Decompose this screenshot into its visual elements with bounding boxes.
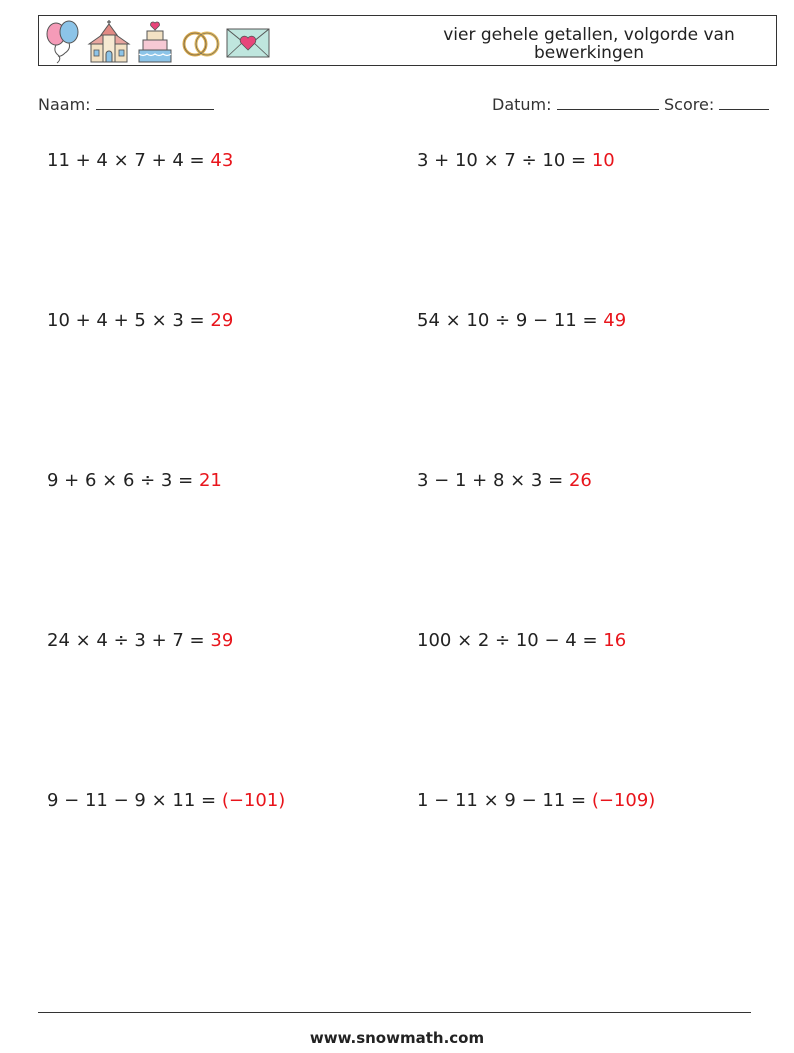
problem-expression: 1 − 11 × 9 − 11 = <box>417 790 587 811</box>
problem-1 <box>47 150 233 171</box>
problem-5 <box>47 470 222 491</box>
problem-answer: 29 <box>210 310 234 331</box>
problem-expression: 11 + 4 × 7 + 4 = <box>47 150 205 171</box>
problem-expression: 9 + 6 × 6 ÷ 3 = <box>47 470 194 491</box>
problem-expression: 3 − 1 + 8 × 3 = <box>417 470 564 491</box>
problem-4 <box>417 310 626 331</box>
problem-answer: 43 <box>210 150 234 171</box>
problem-answer: (−101) <box>221 790 286 811</box>
worksheet-title: vier gehele getallen, volgorde van bewerkingen <box>443 25 735 63</box>
wedding-cake-icon <box>135 20 175 64</box>
problem-expression: 24 × 4 ÷ 3 + 7 = <box>47 630 205 651</box>
date-line[interactable] <box>557 93 659 110</box>
date-label: Datum: <box>492 95 552 114</box>
score-field <box>664 93 769 114</box>
problem-answer: 10 <box>591 150 615 171</box>
name-line[interactable] <box>96 93 214 110</box>
problem-9 <box>47 790 285 811</box>
problem-answer: 21 <box>198 470 222 491</box>
problem-2 <box>417 150 615 171</box>
problem-answer: 16 <box>603 630 627 651</box>
worksheet-header <box>38 15 777 66</box>
problem-answer: 39 <box>210 630 234 651</box>
problem-10 <box>417 790 655 811</box>
problem-8 <box>417 630 626 651</box>
problem-3 <box>47 310 233 331</box>
footer-divider <box>38 1012 751 1013</box>
love-letter-icon <box>225 20 271 64</box>
problem-answer: (−109) <box>591 790 656 811</box>
problem-expression: 3 + 10 × 7 ÷ 10 = <box>417 150 587 171</box>
problem-expression: 10 + 4 + 5 × 3 = <box>47 310 205 331</box>
score-label: Score: <box>664 95 715 114</box>
church-icon <box>87 20 131 64</box>
name-field <box>38 93 214 114</box>
score-line[interactable] <box>719 93 769 110</box>
problem-answer: 49 <box>603 310 627 331</box>
problem-expression: 100 × 2 ÷ 10 − 4 = <box>417 630 598 651</box>
date-field <box>492 93 659 114</box>
rings-icon <box>179 20 223 64</box>
name-label: Naam: <box>38 95 91 114</box>
problem-7 <box>47 630 233 651</box>
problem-expression: 9 − 11 − 9 × 11 = <box>47 790 217 811</box>
balloons-icon <box>43 20 83 64</box>
problem-answer: 26 <box>568 470 592 491</box>
footer-url[interactable]: www.snowmath.com <box>309 1029 485 1047</box>
problem-6 <box>417 470 592 491</box>
problem-expression: 54 × 10 ÷ 9 − 11 = <box>417 310 598 331</box>
